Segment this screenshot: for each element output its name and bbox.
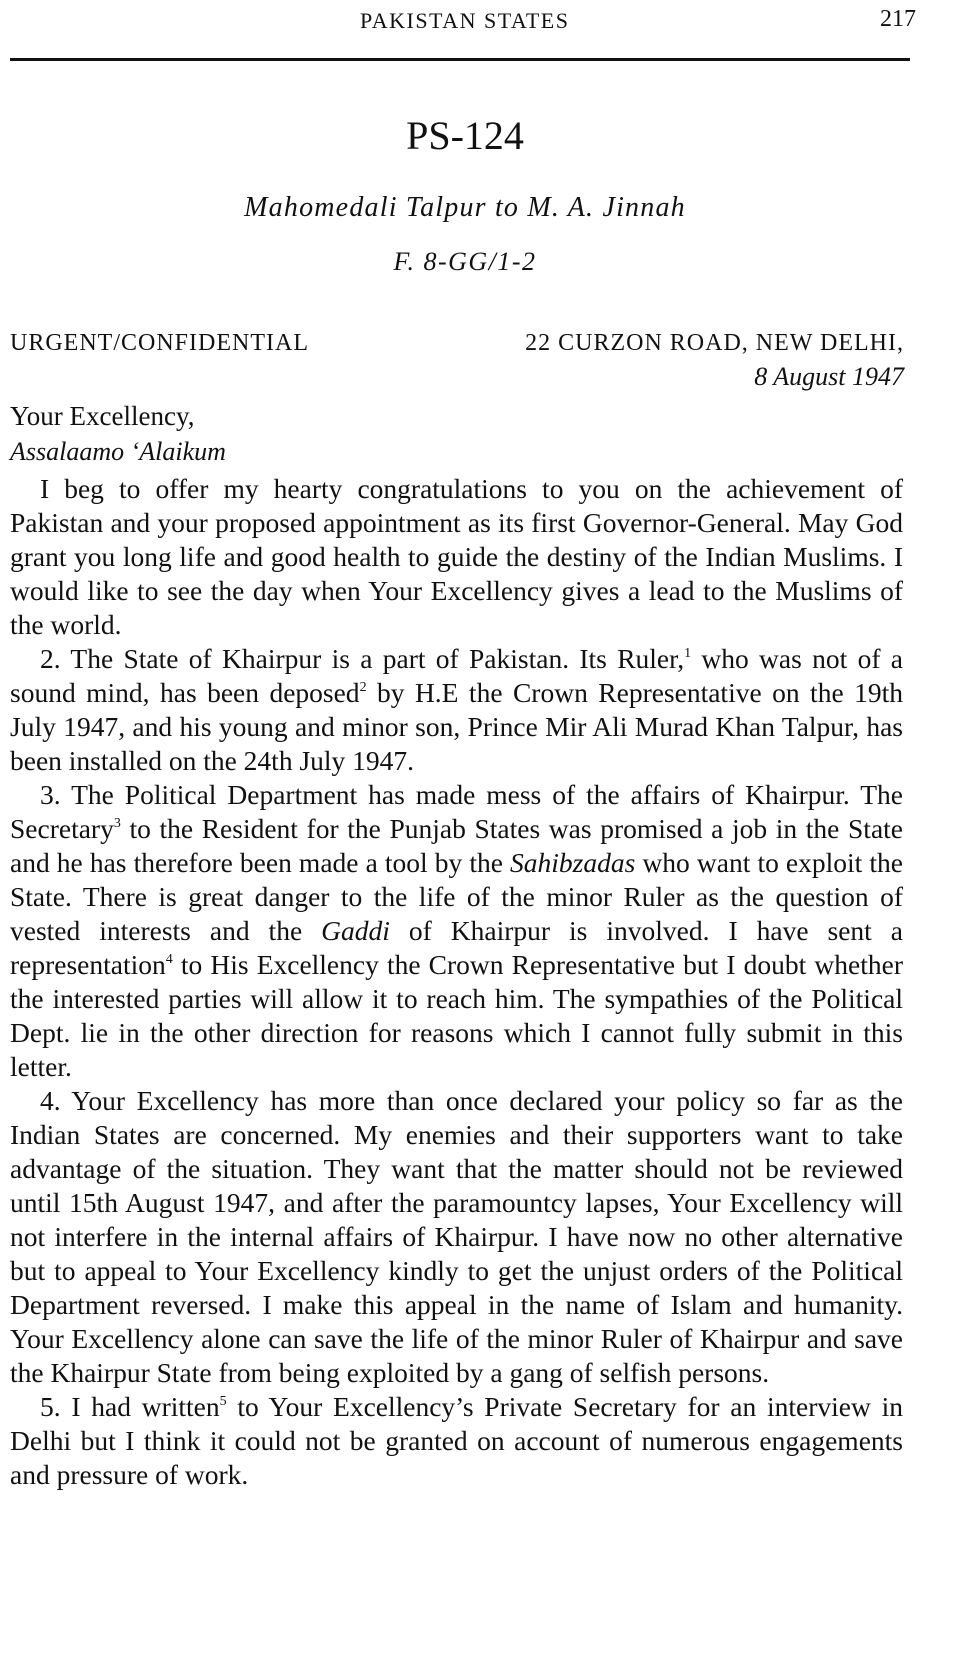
sender-address: 22 CURZON ROAD, NEW DELHI, (525, 330, 904, 356)
footnote-marker-3: 3 (113, 816, 121, 831)
page-number: 217 (880, 6, 916, 32)
letter-body (10, 472, 903, 1492)
paragraph-text: 3. The Political Department has made mess of the affairs of Khairpur. The Secretary (10, 779, 903, 844)
header-rule (10, 58, 910, 61)
running-title: PAKISTAN STATES (360, 8, 570, 33)
paragraph-1: I beg to offer my hearty congratulations to you on the achievement of Pakistan and your proposed appointment as its first Governor-General. May God grant you long life and good health to guide the destiny of the Indian Muslims. I would like to see the day when Your Excellency gives a lead to the Muslims of the world. (10, 473, 903, 640)
paragraph-text: 5. I had written (40, 1391, 220, 1422)
paragraph-text: who was not of a sound mind, has been deposed (10, 643, 903, 708)
running-head (0, 6, 968, 40)
footnote-marker-2: 2 (359, 680, 367, 695)
italic-term-gaddi: Gaddi (321, 915, 390, 946)
italic-term-sahibzadas: Sahibzadas (510, 847, 636, 878)
footnote-marker-5: 5 (219, 1394, 227, 1409)
letter-date: 8 August 1947 (754, 362, 904, 391)
paragraph-2 (10, 642, 903, 778)
paragraph-text: to the Resident for the Punjab States was promised a job in the State and he has therefore been made a tool by the (10, 813, 903, 878)
classification-label: URGENT/CONFIDENTIAL (10, 330, 309, 356)
document-subtitle: Mahomedali Talpur to M. A. Jinnah (244, 192, 686, 223)
paragraph-text: 2. The State of Khairpur is a part of Pakistan. Its Ruler, (40, 643, 685, 674)
footnote-marker-4: 4 (165, 952, 173, 967)
paragraph-text: of Khairpur is involved. I have sent a representation (10, 915, 903, 980)
paragraph-5 (10, 1390, 903, 1492)
paragraph-4: 4. Your Excellency has more than once declared your policy so far as the Indian States are concerned. My enemies and their supporters want to take advantage of the situation. They want that the matter should not be reviewed until 15th August 1947, and after the paramountcy lapses, Your Excellency will not interfere in the internal affairs of Khairpur. I have now no other alternative but to appeal to Your Excellency kindly to get the unjust orders of the Political Department reversed. I make this appeal in the name of Islam and humanity. Your Excellency alone can save the life of the minor Ruler of Khairpur and save the Khairpur State from being exploited by a gang of selfish persons. (10, 1085, 903, 1388)
salutation: Your Excellency, (10, 401, 195, 431)
paragraph-text: to His Excellency the Crown Representative but I doubt whether the interested parties will allow it to reach him. The sympathies of the Political Dept. lie in the other direction for reasons which I cannot fully submit in this letter. (10, 949, 903, 1082)
paragraph-text: by H.E the Crown Representative on the 19th July 1947, and his young and minor son, Prince Mir Ali Murad Khan Talpur, has been installed on the 24th July 1947. (10, 677, 903, 776)
file-reference: F. 8-GG/1-2 (393, 247, 537, 276)
footnote-marker-1: 1 (684, 646, 692, 661)
paragraph-text: who want to exploit the State. There is great danger to the life of the minor Ruler as the question of vested interests and the (10, 847, 903, 946)
greeting: Assalaamo ‘Alaikum (10, 437, 226, 466)
document-number: PS-124 (406, 113, 524, 158)
paragraph-text: to Your Excellency’s Private Secretary for an interview in Delhi but I think it could not be granted on account of numerous engagements and pressure of work. (10, 1391, 903, 1490)
paragraph-3 (10, 778, 903, 1084)
